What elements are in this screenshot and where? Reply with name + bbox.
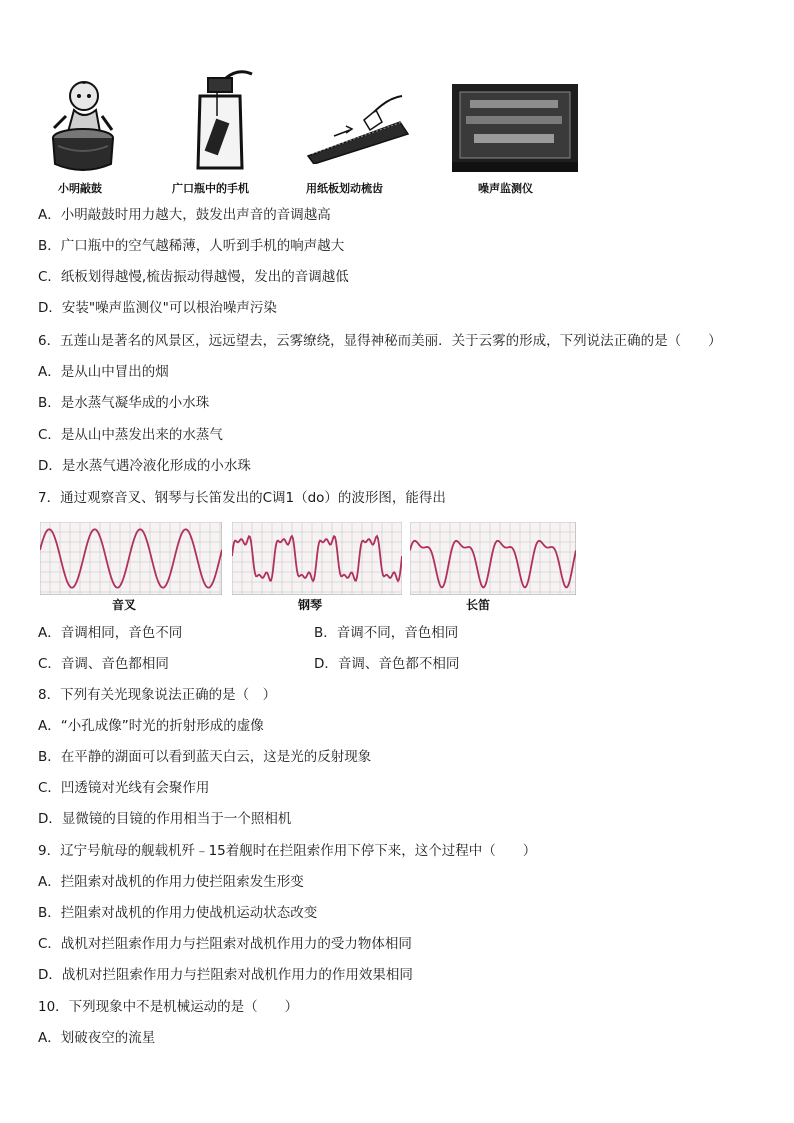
q8-stem: 8．下列有关光现象说法正确的是（ ）: [38, 687, 277, 703]
q9-stem: 9．辽宁号航母的舰载机歼﹣15着舰时在拦阻索作用下停下来，这个过程中（ ）: [38, 843, 537, 859]
q10-stem: 10．下列现象中不是机械运动的是（ ）: [38, 999, 299, 1015]
q8-option-d: D．显微镜的目镜的作用相当于一个照相机: [38, 811, 292, 827]
waveform-grid-background: [410, 522, 576, 595]
figure-noise-monitor: [452, 84, 578, 172]
q7-option-d: D．音调、音色都不相同: [314, 656, 460, 672]
q9-option-b: B．拦阻索对战机的作用力使战机运动状态改变: [38, 905, 318, 921]
q9-option-a: A．拦阻索对战机的作用力使拦阻索发生形变: [38, 874, 304, 890]
q8-option-a: A．“小孔成像”时光的折射形成的虚像: [38, 718, 264, 734]
q7-option-b: B．音调不同，音色相同: [314, 625, 459, 641]
waveform-piano-svg: [232, 522, 402, 595]
wave-label-tuning-fork: 音叉: [112, 598, 137, 612]
wave-label-flute: 长笛: [466, 598, 491, 612]
q6-option-a: A．是从山中冒出的烟: [38, 364, 169, 380]
noise-monitor-illustration: [452, 84, 578, 172]
q6-option-b: B．是水蒸气凝华成的小水珠: [38, 395, 210, 411]
q9-option-d: D．战机对拦阻索作用力与拦阻索对战机作用力的作用效果相同: [38, 967, 413, 983]
q5-option-b: B．广口瓶中的空气越稀薄，人听到手机的响声越大: [38, 238, 345, 254]
wave-label-piano: 钢琴: [298, 598, 323, 612]
q7-stem: 7．通过观察音叉、钢琴与长笛发出的C调1（do）的波形图，能得出: [38, 490, 446, 506]
comb-illustration: [304, 92, 410, 164]
drum-illustration: [44, 76, 122, 176]
q10-option-a: A．划破夜空的流星: [38, 1030, 156, 1046]
waveform-flute: [410, 522, 576, 595]
waveform-tuning-fork-svg: [40, 522, 222, 595]
waveform-piano: [232, 522, 402, 595]
jar-illustration: [190, 70, 254, 174]
q8-option-b: B．在平静的湖面可以看到蓝天白云，这是光的反射现象: [38, 749, 372, 765]
caption-comb: 用纸板划动梳齿: [306, 182, 383, 195]
waveform-flute-svg: [410, 522, 576, 595]
q6-option-c: C．是从山中蒸发出来的水蒸气: [38, 427, 223, 443]
q6-option-d: D．是水蒸气遇冷液化形成的小水珠: [38, 458, 251, 474]
figure-jar: [190, 70, 254, 174]
caption-drum: 小明敲鼓: [58, 182, 102, 195]
figure-drum: [44, 76, 122, 176]
q6-stem: 6．五莲山是著名的风景区，远远望去，云雾缭绕，显得神秘而美丽．关于云雾的形成，下列说法正确的是（ ）: [38, 333, 722, 349]
q5-option-d: D．安装"噪声监测仪"可以根治噪声污染: [38, 300, 277, 316]
q7-option-a: A．音调相同，音色不同: [38, 625, 183, 641]
figure-comb: [304, 92, 410, 164]
caption-jar: 广口瓶中的手机: [172, 182, 249, 195]
q7-option-c: C．音调、音色都相同: [38, 656, 169, 672]
caption-noise-monitor: 噪声监测仪: [478, 182, 533, 195]
waveform-tuning-fork: [40, 522, 222, 595]
q9-option-c: C．战机对拦阻索作用力与拦阻索对战机作用力的受力物体相同: [38, 936, 412, 952]
q5-option-a: A．小明敲鼓时用力越大，鼓发出声音的音调越高: [38, 207, 331, 223]
q5-option-c: C．纸板划得越慢,梳齿振动得越慢，发出的音调越低: [38, 269, 349, 285]
q8-option-c: C．凹透镜对光线有会聚作用: [38, 780, 210, 796]
